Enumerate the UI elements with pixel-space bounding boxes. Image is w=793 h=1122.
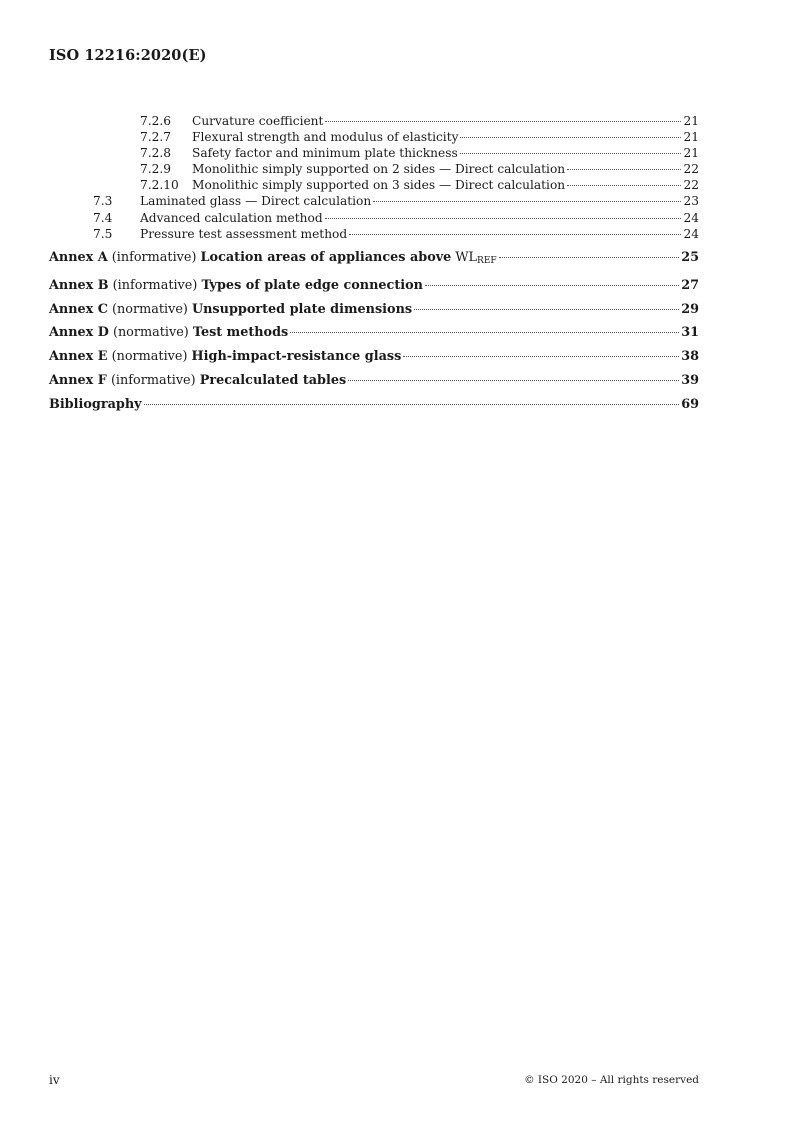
toc-entry-number: 7.3 — [93, 194, 113, 209]
toc-entry-annex-d[interactable] — [49, 321, 699, 345]
toc-entry-page: 25 — [681, 249, 699, 265]
page-number: iv — [49, 1073, 60, 1087]
toc-entry-number: 7.5 — [93, 226, 113, 241]
annex-type: (informative) — [112, 277, 198, 293]
toc-entry-bibliography[interactable] — [49, 393, 699, 417]
toc-entry-title: Safety factor and minimum plate thickness — [192, 146, 458, 161]
toc-entry-number: 7.2.8 — [140, 146, 172, 161]
toc-annex-heading — [49, 369, 346, 393]
toc-entry-7-5[interactable] — [49, 226, 699, 242]
toc-entry-7-2-7[interactable] — [49, 129, 699, 145]
toc-entry-7-2-6[interactable] — [49, 113, 699, 129]
toc-entry-7-2-8[interactable] — [49, 145, 699, 161]
toc-annex-heading — [49, 274, 423, 298]
toc-entry-number: 7.2.7 — [140, 130, 172, 145]
annex-label: Annex F — [49, 373, 107, 389]
toc-entry-page: 29 — [681, 301, 699, 317]
toc-entry-title: Advanced calculation method — [140, 210, 323, 225]
toc-entry-title: Monolithic simply supported on 3 sides — Direct calculation — [192, 178, 566, 193]
toc-annex-heading — [49, 298, 412, 322]
dot-leader — [414, 309, 679, 310]
toc-entry-7-3[interactable] — [49, 193, 699, 209]
toc-entry-page: 21 — [683, 130, 699, 145]
annex-title-symbol: WL — [455, 249, 478, 265]
annex-title: High-impact-resistance glass — [191, 349, 402, 365]
toc-entry-number: 7.2.10 — [140, 178, 179, 193]
annex-label: Annex D — [49, 325, 109, 341]
toc-entry-annex-a[interactable] — [49, 246, 699, 274]
dot-leader — [567, 169, 681, 170]
toc-entry-title: Curvature coefficient — [192, 114, 324, 128]
toc-entry-page: 38 — [681, 349, 699, 365]
toc-entry-7-2-10[interactable] — [49, 177, 699, 193]
toc-entry-page: 23 — [683, 194, 699, 209]
annex-title: Types of plate edge connection — [201, 277, 423, 293]
toc-entry-annex-e[interactable] — [49, 345, 699, 369]
dot-leader — [325, 218, 682, 219]
annex-title: Location areas of appliances above — [200, 249, 452, 265]
annex-label: Annex B — [49, 277, 109, 293]
annex-type: (informative) — [111, 249, 197, 265]
toc-entry-title: Bibliography — [49, 397, 142, 413]
document-header: ISO 12216:2020(E) — [49, 47, 207, 64]
annex-type: (normative) — [111, 349, 188, 365]
toc-entry-page: 39 — [681, 373, 699, 389]
toc-entry-page: 21 — [683, 114, 699, 128]
dot-leader — [373, 201, 681, 202]
dot-leader — [403, 356, 679, 357]
copyright-notice: © ISO 2020 – All rights reserved — [524, 1074, 699, 1086]
dot-leader — [144, 404, 680, 405]
toc-entry-title: Laminated glass — Direct calculation — [140, 194, 372, 209]
dot-leader — [460, 137, 681, 138]
toc-entry-page: 31 — [681, 325, 699, 341]
toc-entry-title: Monolithic simply supported on 2 sides — Direct calculation — [192, 162, 566, 177]
toc-entry-annex-c[interactable] — [49, 298, 699, 322]
toc-entry-number: 7.4 — [93, 210, 113, 225]
annex-title: Test methods — [192, 325, 289, 341]
toc-entry-page: 21 — [683, 146, 699, 161]
toc-entry-title: Pressure test assessment method — [140, 226, 348, 241]
dot-leader — [325, 121, 681, 122]
toc-entry-7-4[interactable] — [49, 210, 699, 226]
annex-title: Unsupported plate dimensions — [191, 301, 413, 317]
annex-type: (informative) — [110, 373, 196, 389]
dot-leader — [460, 153, 682, 154]
toc-annex-heading — [49, 345, 401, 369]
toc-entry-page: 22 — [683, 178, 699, 193]
annex-label: Annex C — [49, 301, 108, 317]
toc-entry-7-2-9[interactable] — [49, 161, 699, 177]
annex-label: Annex A — [49, 249, 108, 265]
dot-leader — [348, 380, 679, 381]
toc-entry-page: 22 — [683, 162, 699, 177]
toc-entry-page: 24 — [683, 226, 699, 241]
annex-type: (normative) — [112, 301, 188, 317]
toc-entry-annex-f[interactable] — [49, 369, 699, 393]
dot-leader — [425, 285, 679, 286]
dot-leader — [349, 234, 681, 235]
table-of-contents — [49, 113, 699, 417]
toc-entry-title: Flexural strength and modulus of elasticity — [192, 130, 459, 145]
toc-entry-annex-b[interactable] — [49, 274, 699, 298]
toc-entry-number: 7.2.6 — [140, 114, 172, 128]
dot-leader — [567, 185, 681, 186]
toc-entry-page: 24 — [683, 210, 699, 225]
annex-label: Annex E — [49, 349, 108, 365]
toc-entry-number: 7.2.9 — [140, 162, 172, 177]
dot-leader — [499, 257, 680, 258]
toc-entry-page: 69 — [681, 397, 699, 413]
toc-annex-heading — [49, 321, 288, 345]
annex-title-symbol-subscript: REF — [477, 255, 497, 266]
toc-annex-heading — [49, 246, 497, 274]
annex-title: Precalculated tables — [199, 373, 347, 389]
annex-type: (normative) — [112, 325, 189, 341]
dot-leader — [290, 332, 679, 333]
toc-entry-page: 27 — [681, 277, 699, 293]
